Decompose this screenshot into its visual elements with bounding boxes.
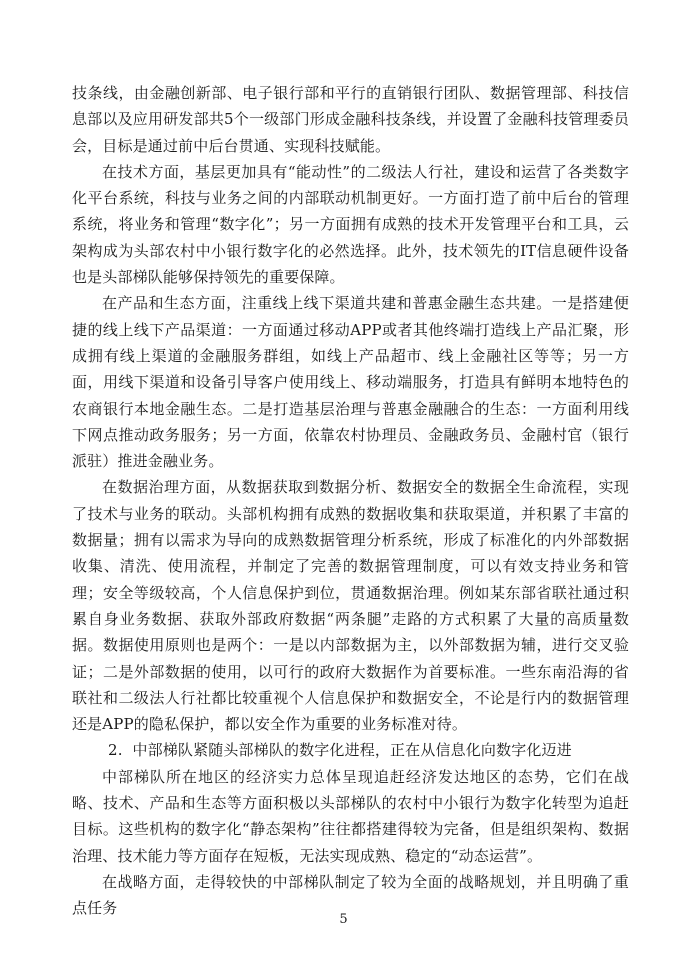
paragraph-strategy: 在战略方面，走得较快的中部梯队制定了较为全面的战略规划，并且明确了重点任务 bbox=[72, 872, 629, 918]
paragraph-data-governance: 在数据治理方面，从数据获取到数据分析、数据安全的数据全生命流程，实现了技术与业务的联动。头部机构拥有成熟的数据收集和获取渠道，并积累了丰富的数据量；拥有以需求为导向的成熟数据管理分析系统，形成了标准化的内外部数据收集、清洗、使用流程，并制定了完善的数据管理制度，可以有效支持业务和管理；安全等级较高，个人信息保护到位，贯通数据治理。例如某东部省联社通过积累自身业务数据、获取外部政府数据“两条腿”走路的方式积累了大量的高质量数据。数据使用原则也是两个：一是以内部数据为主，以外部数据为辅，进行交叉验证；二是外部数据的使用，以可行的政府大数据作为首要标准。一些东南沿海的省联社和二级法人行社都比较重视个人信息保护和数据安全，不论是行内的数据管理还是APP的隐私保护，都以安全作为重要的业务标准对待。 bbox=[72, 478, 629, 734]
paragraph-tech-line: 技条线，由金融创新部、电子银行部和平行的直销银行团队、数据管理部、科技信息部以及应用研发部共5个一级部门形成金融科技条线，并设置了金融科技管理委员会，目标是通过前中后台贯通、实现科技赋能。 bbox=[72, 84, 629, 155]
paragraph-product-ecosystem: 在产品和生态方面，注重线上线下渠道共建和普惠金融生态共建。一是搭建便捷的线上线下产品渠道：一方面通过移动APP或者其他终端打造线上产品汇聚，形成拥有线上渠道的金融服务群组，如线上产品超市、线上金融社区等等；另一方面，用线下渠道和设备引导客户使用线上、移动端服务，打造具有鲜明本地特色的农商银行本地金融生态。二是打造基层治理与普惠金融融合的生态：一方面利用线下网点推动政务服务；另一方面，依靠农村协理员、金融政务员、金融村官（银行派驻）推进金融业务。 bbox=[72, 294, 629, 471]
section-heading bbox=[72, 737, 629, 763]
document-body bbox=[72, 80, 629, 922]
paragraph-technology: 在技术方面，基层更加具有“能动性”的二级法人行社，建设和运营了各类数字化平台系统，科技与业务之间的内部联动机制更好。一方面打造了前中后台的管理系统，将业务和管理“数字化”；另一方面拥有成熟的技术开发管理平台和工具，云架构成为头部农村中小银行数字化的必然选择。此外，技术领先的IT信息硬件设备也是头部梯队能够保持领先的重要保障。 bbox=[72, 162, 629, 287]
section-heading-number: 2. bbox=[108, 741, 123, 760]
section-heading-text: 中部梯队紧随头部梯队的数字化进程，正在从信息化向数字化迈进 bbox=[132, 741, 572, 760]
paragraph-middle-tier: 中部梯队所在地区的经济实力总体呈现追赶经济发达地区的态势，它们在战略、技术、产品和生态等方面积极以头部梯队的农村中小银行为数字化转型为追赶目标。这些机构的数字化“静态架构”往往都搭建得较为完备，但是组织架构、数据治理、技术能力等方面存在短板，无法实现成熟、稳定的“动态运营”。 bbox=[72, 767, 629, 865]
page-number: 5 bbox=[339, 912, 348, 927]
